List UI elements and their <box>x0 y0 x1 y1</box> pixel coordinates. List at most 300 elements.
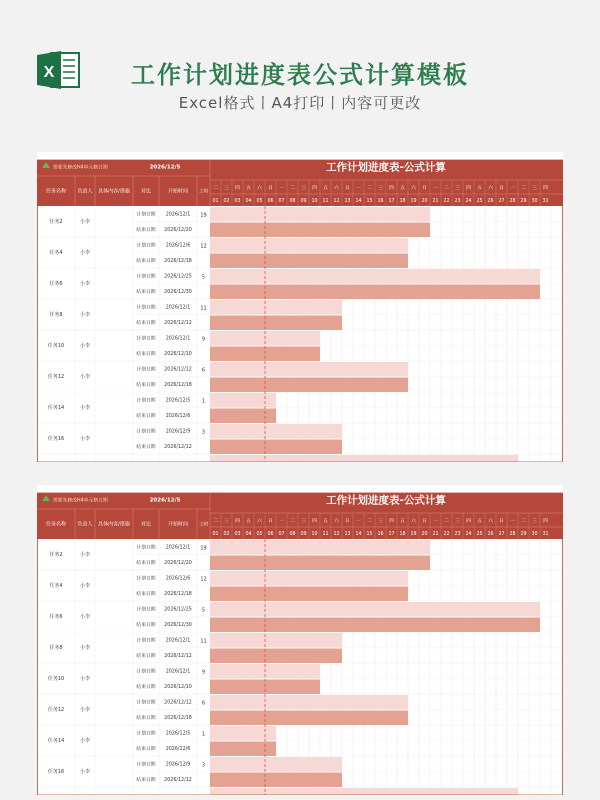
plan-date: 2026/12/25 <box>164 607 192 613</box>
work-days: 1 <box>201 398 206 405</box>
task-owner: 小李 <box>79 374 91 380</box>
plan-label: 计划日期 <box>136 429 156 435</box>
day-number: 15 <box>366 532 373 537</box>
plan-bar <box>210 455 518 462</box>
end-label: 结束日期 <box>136 560 156 566</box>
end-date: 2026/12/12 <box>164 777 192 783</box>
day-number: 04 <box>245 532 252 537</box>
weekday-label: 二 <box>521 519 526 524</box>
actual-bar <box>210 711 408 726</box>
weekday-label: 五 <box>323 519 328 524</box>
day-number: 01 <box>212 199 219 204</box>
task-name: 任务12 <box>47 707 65 713</box>
weekday-label: 一 <box>279 186 284 191</box>
day-number: 07 <box>278 532 285 537</box>
task-owner: 小李 <box>79 405 91 411</box>
plan-label: 计划日期 <box>136 212 156 218</box>
day-number: 12 <box>333 532 340 537</box>
actual-bar <box>210 316 342 331</box>
plan-date: 2026/12/25 <box>164 274 192 280</box>
plan-bar <box>210 269 540 284</box>
plan-date: 2026/12/12 <box>164 700 192 706</box>
actual-bar <box>210 254 408 269</box>
day-number: 07 <box>278 199 285 204</box>
task-owner: 小李 <box>79 738 91 744</box>
day-number: 03 <box>234 199 241 204</box>
notice-text: 需要先修改H4单元格日期 <box>53 498 108 504</box>
weekday-label: 一 <box>433 519 438 524</box>
day-number: 11 <box>322 532 329 537</box>
work-days: 9 <box>201 669 206 676</box>
column-header-start: 开始时间 <box>167 521 189 528</box>
day-number: 22 <box>443 199 450 204</box>
weekday-label: 四 <box>235 519 240 524</box>
plan-bar <box>210 540 430 555</box>
task-name: 任务16 <box>47 436 65 442</box>
day-number: 23 <box>454 199 461 204</box>
weekday-label: 三 <box>301 186 306 191</box>
weekday-label: 六 <box>488 186 493 191</box>
day-number: 22 <box>443 532 450 537</box>
day-number: 21 <box>432 532 439 537</box>
actual-bar <box>210 556 430 571</box>
actual-bar <box>210 587 408 602</box>
weekday-label: 一 <box>356 519 361 524</box>
day-number: 25 <box>476 532 483 537</box>
column-header-owner: 负责人 <box>77 188 93 195</box>
work-days: 19 <box>200 545 207 552</box>
day-number: 28 <box>509 199 516 204</box>
day-number: 12 <box>333 199 340 204</box>
weekday-label: 六 <box>334 519 339 524</box>
plan-label: 计划日期 <box>136 731 156 737</box>
task-owner: 小李 <box>79 645 91 651</box>
day-number: 20 <box>421 199 428 204</box>
end-date: 2026/12/12 <box>164 320 192 326</box>
plan-date: 2026/12/9 <box>165 762 191 768</box>
end-label: 结束日期 <box>136 351 156 357</box>
task-name: 任务10 <box>47 343 65 349</box>
task-owner: 小李 <box>79 707 91 713</box>
day-number: 13 <box>344 532 351 537</box>
task-owner: 小李 <box>79 436 91 442</box>
weekday-label: 五 <box>246 519 251 524</box>
plan-bar <box>210 300 342 315</box>
weekday-label: 三 <box>532 519 537 524</box>
sheet-title: 工作计划进度表-公式计算 <box>326 494 446 507</box>
spreadsheet-preview-1 <box>37 152 563 462</box>
day-number: 09 <box>300 532 307 537</box>
weekday-label: 日 <box>422 519 427 524</box>
day-number: 24 <box>465 532 472 537</box>
weekday-label: 三 <box>455 519 460 524</box>
task-owner: 小李 <box>79 583 91 589</box>
plan-bar <box>210 238 408 253</box>
work-days: 3 <box>201 762 206 769</box>
table-row <box>37 331 563 361</box>
day-number: 08 <box>289 532 296 537</box>
weekday-label: 五 <box>323 186 328 191</box>
weekday-label: 日 <box>345 186 350 191</box>
day-number: 02 <box>223 199 230 204</box>
day-number: 17 <box>388 532 395 537</box>
plan-date: 2026/12/1 <box>165 212 191 218</box>
day-number: 31 <box>542 532 549 537</box>
day-number: 23 <box>454 532 461 537</box>
task-name: 任务14 <box>47 738 65 744</box>
work-days: 12 <box>200 243 207 250</box>
weekday-label: 二 <box>367 186 372 191</box>
work-days: 1 <box>201 731 206 738</box>
column-header-content: 具体内容/措施 <box>98 521 130 528</box>
table-row <box>37 757 563 787</box>
task-owner: 小李 <box>79 281 91 287</box>
weekday-label: 日 <box>345 519 350 524</box>
day-number: 11 <box>322 199 329 204</box>
day-number: 09 <box>300 199 307 204</box>
day-number: 24 <box>465 199 472 204</box>
plan-bar <box>210 207 430 222</box>
weekday-label: 六 <box>334 186 339 191</box>
weekday-label: 五 <box>246 186 251 191</box>
day-number: 27 <box>498 199 505 204</box>
column-header-days: 工时 <box>198 522 209 528</box>
weekday-label: 五 <box>400 519 405 524</box>
weekday-label: 三 <box>224 519 229 524</box>
plan-bar <box>210 362 408 377</box>
column-header-compare: 对比 <box>140 188 152 195</box>
task-name: 任务6 <box>49 281 63 287</box>
weekday-label: 三 <box>455 186 460 191</box>
column-header-content: 具体内容/措施 <box>98 188 130 195</box>
plan-label: 计划日期 <box>136 336 156 342</box>
end-date: 2026/12/10 <box>164 351 192 357</box>
weekday-label: 二 <box>521 186 526 191</box>
end-date: 2026/12/12 <box>164 653 192 659</box>
task-owner: 小李 <box>79 343 91 349</box>
weekday-label: 二 <box>290 519 295 524</box>
task-owner: 小李 <box>79 614 91 620</box>
column-header-task: 任务名称 <box>45 521 67 528</box>
end-label: 结束日期 <box>136 591 156 597</box>
actual-bar <box>210 440 342 455</box>
date-cell: 2026/12/5 <box>149 164 181 171</box>
task-name: 任务2 <box>49 552 63 558</box>
plan-label: 计划日期 <box>136 607 156 613</box>
day-number: 02 <box>223 532 230 537</box>
weekday-label: 二 <box>213 186 218 191</box>
day-number: 19 <box>410 532 417 537</box>
weekday-label: 六 <box>411 186 416 191</box>
day-number: 21 <box>432 199 439 204</box>
actual-bar <box>210 223 430 238</box>
plan-date: 2026/12/6 <box>165 576 191 582</box>
actual-bar <box>210 649 342 664</box>
weekday-label: 三 <box>378 186 383 191</box>
work-days: 5 <box>201 607 206 614</box>
column-header-owner: 负责人 <box>77 521 93 528</box>
work-days: 6 <box>201 700 206 707</box>
table-row <box>37 207 563 237</box>
actual-bar <box>210 409 276 424</box>
actual-bar <box>210 285 540 300</box>
end-label: 结束日期 <box>136 289 156 295</box>
work-days: 9 <box>201 336 206 343</box>
work-days: 5 <box>201 274 206 281</box>
weekday-label: 六 <box>411 519 416 524</box>
table-row <box>37 269 563 299</box>
end-date: 2026/12/6 <box>165 413 191 419</box>
plan-label: 计划日期 <box>136 762 156 768</box>
plan-label: 计划日期 <box>136 700 156 706</box>
weekday-label: 四 <box>312 186 317 191</box>
work-days: 3 <box>201 429 206 436</box>
task-name: 任务8 <box>49 645 63 651</box>
day-number: 31 <box>542 199 549 204</box>
end-date: 2026/12/18 <box>164 715 192 721</box>
day-number: 06 <box>267 532 274 537</box>
weekday-label: 二 <box>367 519 372 524</box>
task-name: 任务4 <box>49 250 63 256</box>
day-number: 03 <box>234 532 241 537</box>
task-name: 任务4 <box>49 583 63 589</box>
weekday-label: 二 <box>444 519 449 524</box>
end-label: 结束日期 <box>136 653 156 659</box>
weekday-label: 日 <box>499 519 504 524</box>
day-number: 05 <box>256 199 263 204</box>
end-date: 2026/12/18 <box>164 591 192 597</box>
work-days: 11 <box>200 305 207 312</box>
page-subtitle: Excel格式丨A4打印丨内容可更改 <box>178 94 422 112</box>
plan-bar <box>210 757 342 772</box>
plan-bar <box>210 788 518 795</box>
task-name: 任务14 <box>47 405 65 411</box>
table-row <box>37 424 563 454</box>
plan-label: 计划日期 <box>136 398 156 404</box>
weekday-label: 一 <box>510 519 515 524</box>
actual-bar <box>210 618 540 633</box>
table-row <box>37 633 563 663</box>
plan-bar <box>210 633 342 648</box>
plan-label: 计划日期 <box>136 638 156 644</box>
task-name: 任务12 <box>47 374 65 380</box>
task-name: 任务6 <box>49 614 63 620</box>
task-owner: 小李 <box>79 552 91 558</box>
day-number: 18 <box>399 199 406 204</box>
day-number: 19 <box>410 199 417 204</box>
day-number: 26 <box>487 199 494 204</box>
table-row <box>37 238 563 268</box>
end-label: 结束日期 <box>136 227 156 233</box>
weekday-label: 四 <box>543 186 548 191</box>
weekday-label: 三 <box>301 519 306 524</box>
table-row <box>37 540 563 570</box>
work-days: 11 <box>200 638 207 645</box>
weekday-label: 四 <box>466 186 471 191</box>
day-number: 26 <box>487 532 494 537</box>
end-label: 结束日期 <box>136 777 156 783</box>
weekday-label: 三 <box>224 186 229 191</box>
svg-text:X: X <box>43 64 55 81</box>
end-label: 结束日期 <box>136 715 156 721</box>
plan-date: 2026/12/9 <box>165 429 191 435</box>
weekday-label: 四 <box>389 186 394 191</box>
weekday-label: 一 <box>356 186 361 191</box>
plan-label: 计划日期 <box>136 274 156 280</box>
day-number: 08 <box>289 199 296 204</box>
plan-bar <box>210 571 408 586</box>
plan-date: 2026/12/6 <box>165 243 191 249</box>
end-date: 2026/12/6 <box>165 746 191 752</box>
day-number: 20 <box>421 532 428 537</box>
page-title: 工作计划进度表公式计算模板 <box>131 61 469 89</box>
table-row <box>37 362 563 392</box>
weekday-label: 六 <box>257 186 262 191</box>
weekday-label: 二 <box>290 186 295 191</box>
plan-bar <box>210 602 540 617</box>
plan-date: 2026/12/5 <box>165 398 191 404</box>
day-number: 27 <box>498 532 505 537</box>
end-date: 2026/12/30 <box>164 289 192 295</box>
plan-date: 2026/12/1 <box>165 669 191 675</box>
column-header-task: 任务名称 <box>45 188 67 195</box>
end-label: 结束日期 <box>136 258 156 264</box>
weekday-label: 四 <box>235 186 240 191</box>
weekday-label: 一 <box>433 186 438 191</box>
end-date: 2026/12/20 <box>164 227 192 233</box>
weekday-label: 一 <box>510 186 515 191</box>
end-date: 2026/12/20 <box>164 560 192 566</box>
plan-bar <box>210 695 408 710</box>
weekday-label: 日 <box>499 186 504 191</box>
day-number: 06 <box>267 199 274 204</box>
end-date: 2026/12/10 <box>164 684 192 690</box>
actual-bar <box>210 742 276 757</box>
plan-bar <box>210 424 342 439</box>
weekday-label: 日 <box>268 519 273 524</box>
plan-label: 计划日期 <box>136 669 156 675</box>
plan-date: 2026/12/1 <box>165 545 191 551</box>
work-days: 12 <box>200 576 207 583</box>
weekday-label: 四 <box>543 519 548 524</box>
table-row <box>37 695 563 725</box>
table-row <box>37 571 563 601</box>
column-header-start: 开始时间 <box>167 188 189 195</box>
plan-date: 2026/12/5 <box>165 731 191 737</box>
day-number: 25 <box>476 199 483 204</box>
table-row <box>37 393 563 423</box>
actual-bar <box>210 773 342 788</box>
weekday-label: 六 <box>257 519 262 524</box>
task-owner: 小李 <box>79 312 91 318</box>
weekday-label: 五 <box>400 186 405 191</box>
day-number: 30 <box>531 532 538 537</box>
table-row <box>37 602 563 632</box>
weekday-label: 日 <box>422 186 427 191</box>
day-number: 16 <box>377 532 384 537</box>
day-number: 15 <box>366 199 373 204</box>
day-number: 29 <box>520 199 527 204</box>
weekday-label: 四 <box>466 519 471 524</box>
weekday-label: 三 <box>378 519 383 524</box>
plan-date: 2026/12/1 <box>165 638 191 644</box>
column-header-compare: 对比 <box>140 521 152 528</box>
weekday-label: 四 <box>312 519 317 524</box>
plan-bar <box>210 726 276 741</box>
weekday-label: 六 <box>488 519 493 524</box>
weekday-label: 日 <box>268 186 273 191</box>
task-owner: 小李 <box>79 219 91 225</box>
page-header <box>0 0 600 120</box>
day-number: 04 <box>245 199 252 204</box>
day-number: 14 <box>355 199 362 204</box>
plan-label: 计划日期 <box>136 243 156 249</box>
table-row <box>37 726 563 756</box>
work-days: 6 <box>201 367 206 374</box>
task-name: 任务2 <box>49 219 63 225</box>
task-name: 任务8 <box>49 312 63 318</box>
plan-label: 计划日期 <box>136 576 156 582</box>
weekday-label: 四 <box>389 519 394 524</box>
day-number: 29 <box>520 532 527 537</box>
task-name: 任务16 <box>47 769 65 775</box>
plan-bar <box>210 393 276 408</box>
end-date: 2026/12/30 <box>164 622 192 628</box>
weekday-label: 二 <box>213 519 218 524</box>
day-number: 16 <box>377 199 384 204</box>
day-number: 01 <box>212 532 219 537</box>
date-cell: 2026/12/5 <box>149 497 181 504</box>
weekday-label: 二 <box>444 186 449 191</box>
weekday-label: 五 <box>477 519 482 524</box>
plan-label: 计划日期 <box>136 545 156 551</box>
end-label: 结束日期 <box>136 413 156 419</box>
plan-label: 计划日期 <box>136 367 156 373</box>
day-number: 10 <box>311 199 318 204</box>
plan-date: 2026/12/1 <box>165 336 191 342</box>
plan-date: 2026/12/12 <box>164 367 192 373</box>
work-days: 19 <box>200 212 207 219</box>
spreadsheet-preview-2 <box>37 485 563 795</box>
end-date: 2026/12/18 <box>164 258 192 264</box>
weekday-label: 一 <box>279 519 284 524</box>
sheet-title: 工作计划进度表-公式计算 <box>326 161 446 174</box>
table-row <box>37 300 563 330</box>
weekday-label: 三 <box>532 186 537 191</box>
weekday-label: 五 <box>477 186 482 191</box>
plan-label: 计划日期 <box>136 305 156 311</box>
notice-text: 需要先修改H4单元格日期 <box>53 165 108 171</box>
task-owner: 小李 <box>79 250 91 256</box>
plan-date: 2026/12/1 <box>165 305 191 311</box>
task-owner: 小李 <box>79 769 91 775</box>
day-number: 10 <box>311 532 318 537</box>
end-label: 结束日期 <box>136 746 156 752</box>
end-date: 2026/12/12 <box>164 444 192 450</box>
table-row <box>37 664 563 694</box>
task-name: 任务10 <box>47 676 65 682</box>
end-label: 结束日期 <box>136 622 156 628</box>
task-owner: 小李 <box>79 676 91 682</box>
end-label: 结束日期 <box>136 444 156 450</box>
day-number: 05 <box>256 532 263 537</box>
day-number: 18 <box>399 532 406 537</box>
day-number: 28 <box>509 532 516 537</box>
actual-bar <box>210 378 408 393</box>
day-number: 14 <box>355 532 362 537</box>
end-date: 2026/12/18 <box>164 382 192 388</box>
end-label: 结束日期 <box>136 684 156 690</box>
